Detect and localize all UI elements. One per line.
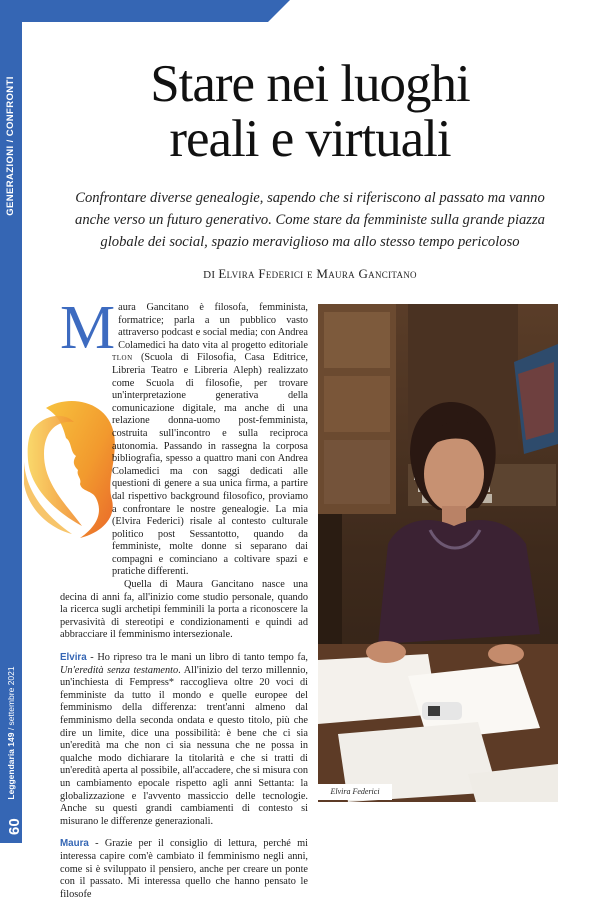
- drop-cap: M: [60, 294, 116, 362]
- top-corner-band: [0, 0, 290, 22]
- issue-label: [0, 638, 22, 828]
- byline: [60, 266, 560, 282]
- byline-authors: Elvira Federici e Maura Gancitano: [218, 266, 417, 281]
- page-number: 60: [6, 818, 23, 836]
- text-wrap-spacer: [60, 352, 112, 584]
- tlon-name: tlon: [112, 352, 133, 364]
- section-label: GENERAZIONI / CONFRONTI: [5, 76, 16, 216]
- title-line-1: Stare nei luoghi: [150, 55, 470, 113]
- photo-caption: Elvira Federici: [318, 784, 392, 800]
- issue-name: Leggendaria 149: [6, 732, 16, 800]
- speaker-elvira: Elvira: [60, 652, 87, 664]
- maura-paragraph: Maura - Grazie per il consiglio di lettura, perché mi interessa capire com'è cambiato il femminismo negli anni, come si è sviluppato il pensiero, anche per creare un ponte con il passato. Mi interessa quello che hanno pensato le filosofe: [60, 838, 308, 900]
- issue-date: / settembre 2021: [6, 666, 16, 733]
- elvira-paragraph: Elvira - Ho ripreso tra le mani un libro di tanto tempo fa, Un'eredità senza testamento. All'inizio del terzo millennio, un'inchiesta di Fempress* raccoglieva oltre 20 voci di femministe da tutto il mondo e quelle europee del femminismo della differenza: trent'anni almeno dal femminismo della seconda ondata e questo titolo, più che dire un limite, dice una possibilità: è bene che ci sia un'eredità ma che non ci sia nessuna che ne possa in qualche modo dichiarare la titolarità e che si tratti di un'eredità aperta al possibile, all'accadere, che si misura con un cambiamento epocale rispetto agli anni Settanta: la globalizzazione e l'avvento massiccio delle tecnologie. Anche su questi grandi cambiamenti di contesto si misurano le differenze generazionali.: [60, 652, 308, 827]
- article-body: [60, 294, 308, 901]
- speaker-maura: Maura: [60, 838, 89, 850]
- sidebar-band: [0, 22, 22, 843]
- article-subtitle: Confrontare diverse genealogie, sapendo che si riferiscono al passato ma vanno anche verso un futuro generativo. Come stare da femministe sulla grande piazza globale dei social, spazio meraviglioso ma allo stesso tempo pericoloso: [75, 190, 545, 250]
- book-title: Un'eredità senza testamento: [60, 664, 179, 676]
- portrait-photo: [318, 304, 558, 802]
- article-title: [60, 57, 560, 167]
- intro-paragraph-2: Quella di Maura Gancitano nasce una decina di anni fa, all'inizio come studio personale, quando la ricerca sugli archetipi femminili la porta a riconoscere la pervasività di stereotipi e condizionamenti e quindi ad abbracciare il femminismo intersezionale.: [60, 579, 308, 641]
- title-line-2: reali e virtuali: [169, 110, 451, 168]
- intro-paragraph: aura Gancitano è filosofa, femminista, formatrice; parla a un pubblico vasto attraverso podcast e social media; con Andrea Colamedici ha dato vita al progetto editoriale tlon (Scuola di Filosofia, Casa Editrice, Libreria Teatro e Libreria Aleph) realizzato come Scuola di filosofie, per trovare un'interpretazione generativa della comunicazione digitale, ma anche di una relazione donna-uomo post-femminista, costruita sull'incontro e sulla reciproca autonomia. Passando in rassegna la corposa bibliografia, spesso a quattro mani con Andrea Colamedici ma con saggi dedicati alle questioni di genere a sua unica firma, a partire dal rispettivo background filosofico, proviamo a confrontare le nostre genealogie. La mia (Elvira Federici) risale al contesto culturale politico post Sessantotto, quando da femministe, molte donne si separano dai compagni e cominciano a coltivare spazi e pratiche differenti.: [112, 302, 308, 578]
- byline-prefix: DI: [203, 269, 219, 281]
